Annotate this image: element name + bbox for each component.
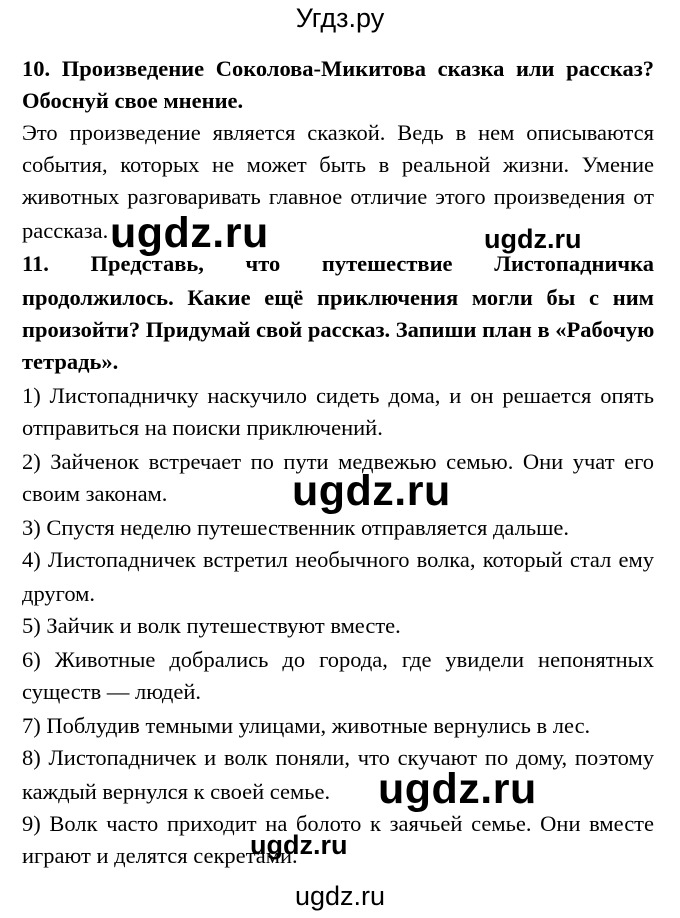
plan-item-6-line-1: 6) Животные добрались до города, где увидели непонятных — [22, 647, 654, 672]
watermark: ugdz.ru — [250, 830, 348, 860]
plan-item-9-line-2: играют и делятся секретами. — [22, 843, 298, 868]
plan-item-5: 5) Зайчик и волк путешествуют вместе. — [22, 613, 401, 638]
plan-item-4-line-1: 4) Листопадничек встретил необычного волка, который стал ему — [22, 547, 654, 572]
plan-item-8-line-1: 8) Листопадничек и волк поняли, что скучают по дому, поэтому — [22, 745, 654, 770]
question-11-line-4: тетрадь». — [22, 349, 119, 374]
answer-10-line-4: рассказа. — [22, 218, 109, 243]
plan-item-9-line-1: 9) Волк часто приходит на болото к заячьей семье. Они вместе — [22, 811, 654, 836]
plan-item-3: 3) Спустя неделю путешественник отправляется дальше. — [22, 515, 570, 540]
plan-item-6-line-2: существ — людей. — [22, 679, 202, 704]
plan-item-2-line-1: 2) Зайченок встречает по пути медвежью семью. Они учат его — [22, 449, 654, 474]
question-11-line-1: 11. Представь, что путешествие Листопадничка — [22, 251, 654, 276]
answer-10-line-1: Это произведение является сказкой. Ведь в нем описываются — [22, 120, 654, 145]
site-header: Угдз.ру — [295, 3, 385, 33]
watermark: ugdz.ru — [484, 224, 582, 254]
watermark: ugdz.ru — [110, 209, 269, 257]
watermark: ugdz.ru — [292, 467, 451, 515]
watermark: ugdz.ru — [378, 765, 537, 813]
plan-item-1-line-1: 1) Листопадничку наскучило сидеть дома, и он решается опять — [22, 383, 654, 408]
question-11-line-2: продолжилось. Какие ещё приключения могли бы с ним — [22, 285, 654, 310]
plan-item-8-line-2: каждый вернулся к своей семье. — [22, 779, 331, 804]
plan-item-7: 7) Поблудив темными улицами, животные вернулись в лес. — [22, 713, 591, 738]
plan-item-2-line-2: своим законам. — [22, 481, 168, 506]
site-footer: ugdz.ru — [294, 881, 386, 911]
plan-item-4-line-2: другом. — [22, 581, 96, 606]
question-10-line-1: 10. Произведение Соколова-Микитова сказка или рассказ? — [22, 56, 654, 81]
plan-item-1-line-2: отправиться на поиски приключений. — [22, 415, 383, 440]
question-11-line-3: произойти? Придумай свой рассказ. Запиши план в «Рабочую — [22, 317, 655, 342]
question-10-line-2: Обоснуй свое мнение. — [22, 88, 244, 113]
answer-10-line-3: животных разговаривать главное отличие этого произведения от — [22, 184, 654, 209]
answer-10-line-2: события, которых не может быть в реальной жизни. Умение — [22, 152, 654, 177]
